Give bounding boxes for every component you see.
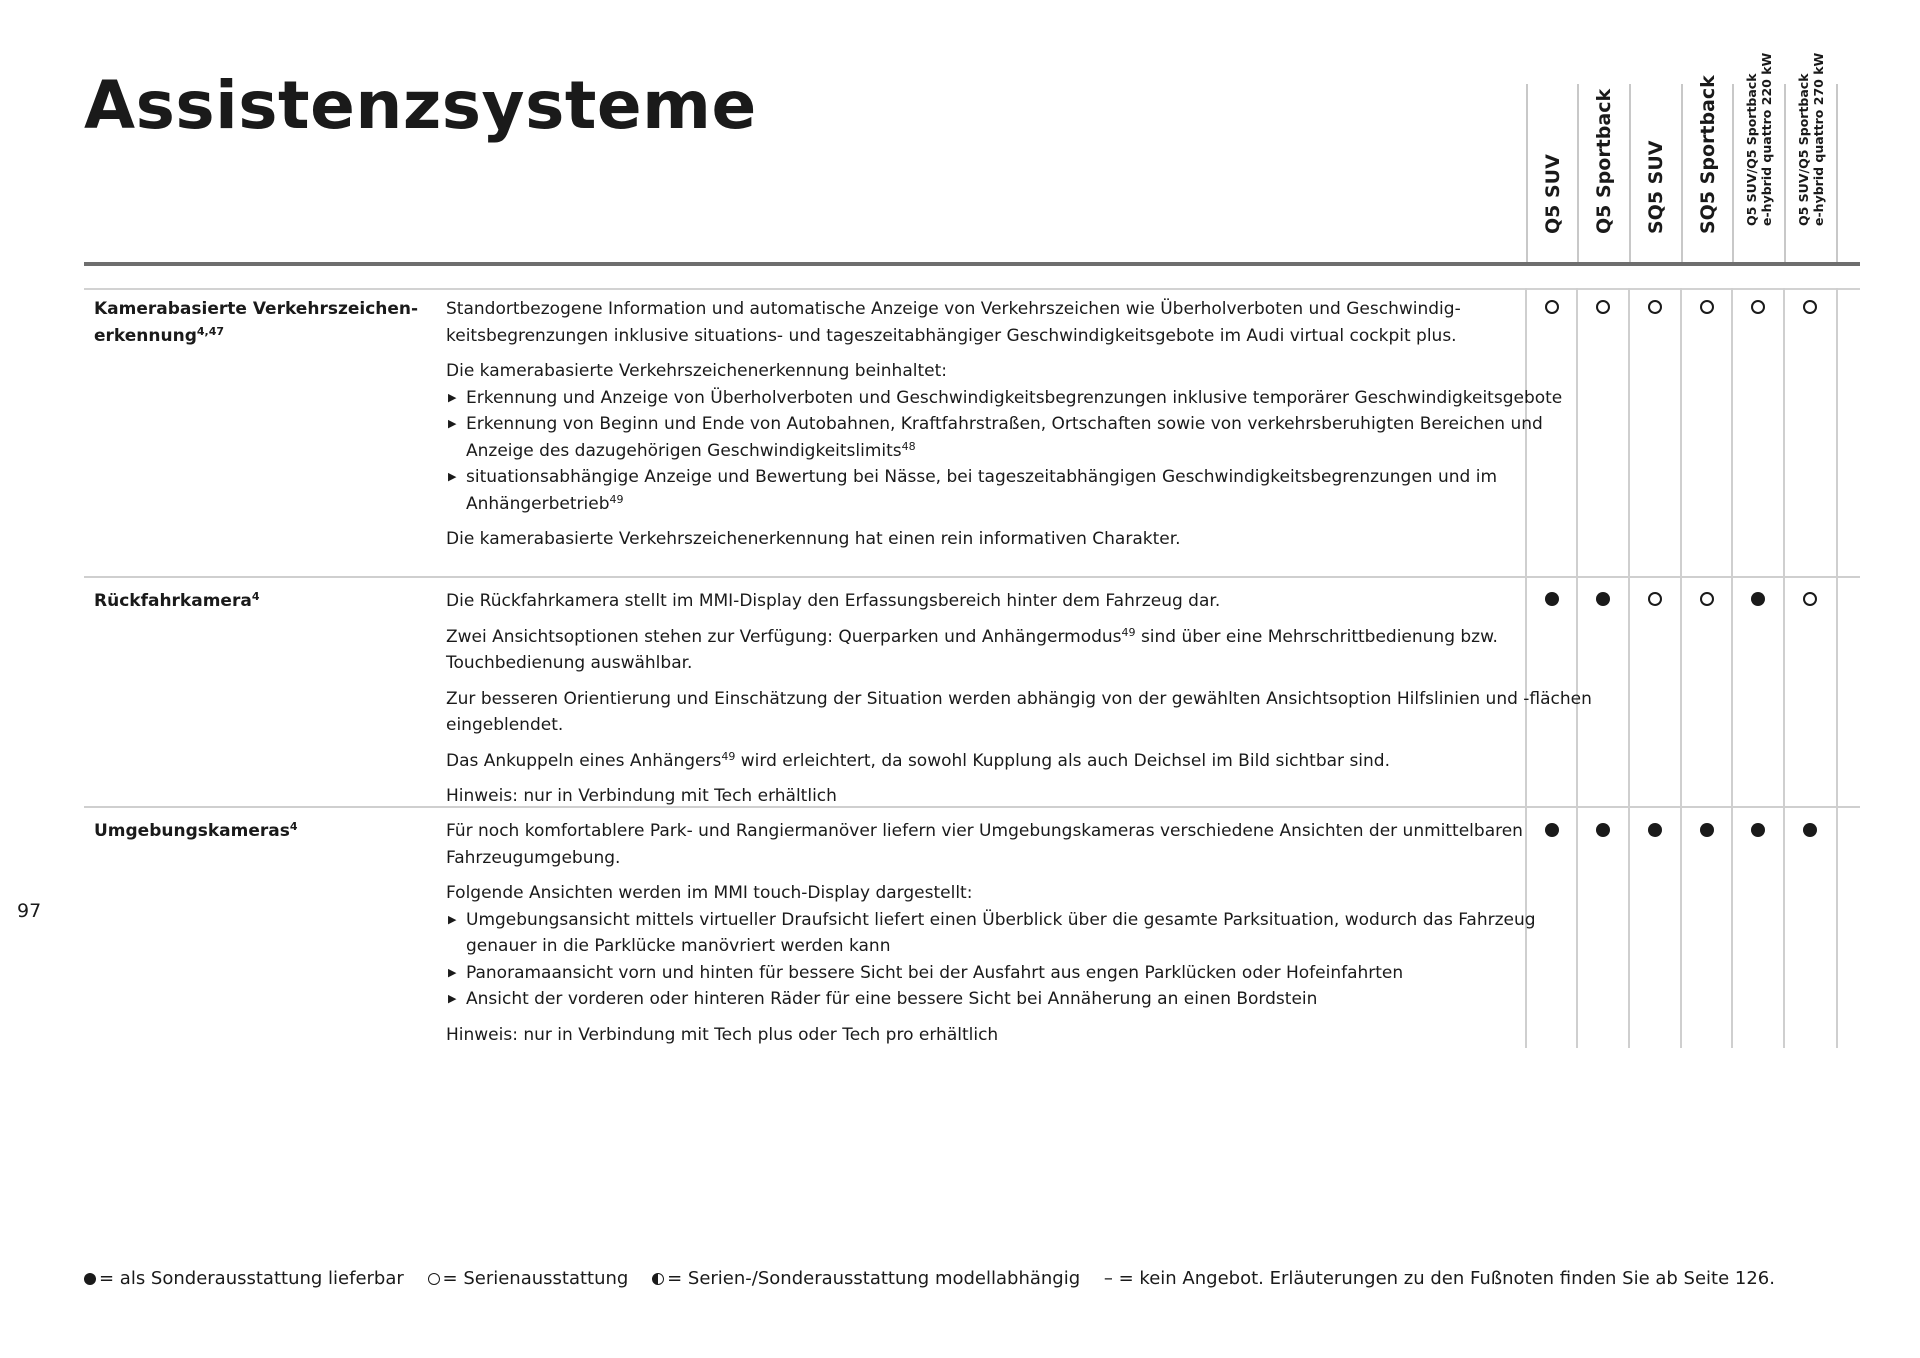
open-circle-icon [1700,300,1714,314]
legend-text: = kein Angebot. Erläuterungen zu den Fußnoten finden Sie ab Seite 126. [1118,1268,1775,1289]
column-header-q5-sportback [1577,84,1629,262]
column-header-ehybrid-270 [1784,52,1838,262]
legend [84,1268,1793,1289]
filled-circle-icon [1751,592,1765,606]
bullet-icon: ▶ [448,965,457,979]
list-item-text: Erkennung von Beginn und Ende von Autobahnen, Kraftfahrstraßen, Ortschaften sowie von verkehrsberuhigten Bereichen und Anzeige des dazugehörigen Geschwindigkeitslimits [466,414,1543,461]
open-circle-icon [1648,592,1662,606]
feature-name-text: Umgebungskameras [94,821,290,841]
legend-text: = Serienausstattung [442,1268,629,1289]
open-circle-icon [1648,300,1662,314]
text-segment: sind über eine Mehrschrittbedienung bzw. Touchbedienung auswählbar. [446,626,1498,673]
footnote-ref: 4,47 [196,325,225,338]
footnote-ref: 49 [609,492,624,506]
open-circle-icon [1803,592,1817,606]
legend-item-model-dependent [652,1268,1080,1289]
half-circle-icon [652,1273,664,1285]
footnote-ref: 48 [901,439,916,453]
column-label: SQ5 Sportback [1697,75,1719,234]
matrix-divider [1680,288,1682,1048]
text-segment: Zwei Ansichtsoptionen stehen zur Verfügung: Querparken und Anhängermodus [446,626,1122,647]
description-paragraph: Die Rückfahrkamera stellt im MMI-Display den Erfassungsbereich hinter dem Fahrzeug dar. [446,591,1221,611]
description-paragraph: Folgende Ansichten werden im MMI touch-Display dargestellt: [446,883,973,903]
list-item [446,464,1606,517]
column-label [1744,53,1774,226]
table-top-line [84,288,1860,290]
open-circle-icon [1700,592,1714,606]
column-label-line2: e-hybrid quattro 270 kW [1811,52,1826,226]
feature-name-text: Rückfahrkamera [94,591,252,611]
legend-item-optional [84,1268,404,1289]
column-label: Q5 Sportback [1593,88,1615,234]
bullet-icon: ▶ [448,470,457,483]
open-circle-icon [1751,300,1765,314]
matrix-divider [1783,288,1785,1048]
bullet-icon: ▶ [448,992,457,1005]
matrix-divider [1836,288,1838,1048]
filled-circle-icon [1545,823,1559,837]
list-item [446,411,1606,464]
column-header-ehybrid-220 [1732,52,1784,262]
description-paragraph: Standortbezogene Information und automatische Anzeige von Verkehrszeichen wie Überholverboten und Geschwindigkeitsbegrenzungen inklusive situations- und tageszeitabhängiger Geschwindigkeitsgebote im Audi virtual cockpit plus. [446,299,1461,346]
column-header-sq5-suv [1629,84,1681,262]
description-note: Hinweis: nur in Verbindung mit Tech plus oder Tech pro erhältlich [446,1024,999,1045]
footnote-ref: 49 [721,749,736,763]
column-label-line1: Q5 SUV/Q5 Sportback [1796,73,1811,226]
filled-circle-icon [1700,823,1714,837]
filled-circle-icon [1648,823,1662,837]
filled-circle-icon [1596,823,1610,837]
list-item-text: Umgebungsansicht mittels virtueller Draufsicht liefert einen Überblick über die gesamte Parksituation, wodurch das Fahrzeug genauer in die Parklücke manövriert werden kann [466,909,1536,956]
description-paragraph: Zur besseren Orientierung und Einschätzung der Situation werden abhängig von der gewählten Ansichtsoption Hilfslinien und -flächen eingeblendet. [446,688,1592,735]
dash-icon: – [1103,1268,1113,1289]
feature-description [446,818,1606,1057]
feature-name [94,818,424,845]
list-item-text: Erkennung und Anzeige von Überholverboten und Geschwindigkeitsbegrenzungen inklusive temporärer Geschwindigkeitsgebote [466,387,1563,408]
feature-description [446,296,1606,562]
filled-circle-icon [84,1273,96,1285]
list-item-text: Ansicht der vorderen oder hinteren Räder für eine bessere Sicht bei Annäherung an einen Bordstein [466,989,1318,1009]
footnote-ref: 4 [251,590,260,603]
filled-circle-icon [1803,823,1817,837]
description-paragraph [446,748,1606,775]
row-divider [84,806,1860,808]
matrix-divider [1731,288,1733,1048]
bullet-list [446,907,1606,1013]
text-segment: wird erleichtert, da sowohl Kupplung als auch Deichsel im Bild sichtbar sind. [735,750,1391,771]
list-item [446,907,1606,960]
open-circle-icon [428,1273,440,1285]
matrix-divider [1628,288,1630,1048]
row-divider [84,576,1860,578]
description-paragraph [446,624,1606,677]
legend-item-standard [428,1268,629,1289]
page-title: Assistenzsysteme [84,67,757,144]
description-paragraph: Die kamerabasierte Verkehrszeichenerkennung beinhaltet: [446,361,947,381]
feature-description [446,588,1606,819]
footnote-ref: 49 [1121,625,1136,639]
header-rule [84,262,1860,266]
description-note: Hinweis: nur in Verbindung mit Tech erhältlich [446,786,837,806]
filled-circle-icon [1545,592,1559,606]
column-label: SQ5 SUV [1645,140,1667,234]
list-item-text: Panoramaansicht vorn und hinten für bessere Sicht bei der Ausfahrt aus engen Parklücken oder Hofeinfahrten [466,962,1404,983]
open-circle-icon [1596,300,1610,314]
feature-name [94,588,424,615]
filled-circle-icon [1751,823,1765,837]
feature-name [94,296,424,350]
column-label [1796,53,1826,226]
open-circle-icon [1803,300,1817,314]
bullet-icon: ▶ [448,390,457,404]
open-circle-icon [1545,300,1559,314]
bullet-list [446,385,1606,518]
description-paragraph: Die kamerabasierte Verkehrszeichenerkennung hat einen rein informativen Charakter. [446,529,1181,549]
legend-text: = als Sonderausstattung lieferbar [99,1268,404,1289]
page-number: 97 [17,900,42,922]
bullet-icon: ▶ [448,417,457,430]
filled-circle-icon [1596,592,1610,606]
footnote-ref: 4 [289,820,298,833]
column-label: Q5 SUV [1542,154,1564,234]
column-header-sq5-sportback [1681,75,1733,262]
bullet-icon: ▶ [448,912,457,926]
list-item [446,960,1606,987]
list-item [446,986,1606,1013]
column-label-line2: e-hybrid quattro 220 kW [1759,52,1774,226]
list-item [446,385,1606,412]
legend-text: = Serien-/Sonderausstattung modellabhängig [667,1268,1081,1289]
column-header-q5-suv [1526,84,1578,262]
column-label-line1: Q5 SUV/Q5 Sportback [1744,73,1759,226]
feature-name-line1: Kamerabasierte Verkehrszeichen- [94,299,419,319]
legend-item-not-offered [1104,1268,1775,1289]
feature-name-line2: erkennung [94,326,197,346]
text-segment: Das Ankuppeln eines Anhängers [446,750,722,771]
description-paragraph: Für noch komfortablere Park- und Rangiermanöver liefern vier Umgebungskameras verschiedene Ansichten der unmittelbaren Fahrzeugumgebung. [446,821,1523,868]
list-item-text: situationsabhängige Anzeige und Bewertung bei Nässe, bei tageszeitabhängigen Geschwindigkeitsbegrenzungen und im Anhängerbetrieb [466,467,1498,514]
